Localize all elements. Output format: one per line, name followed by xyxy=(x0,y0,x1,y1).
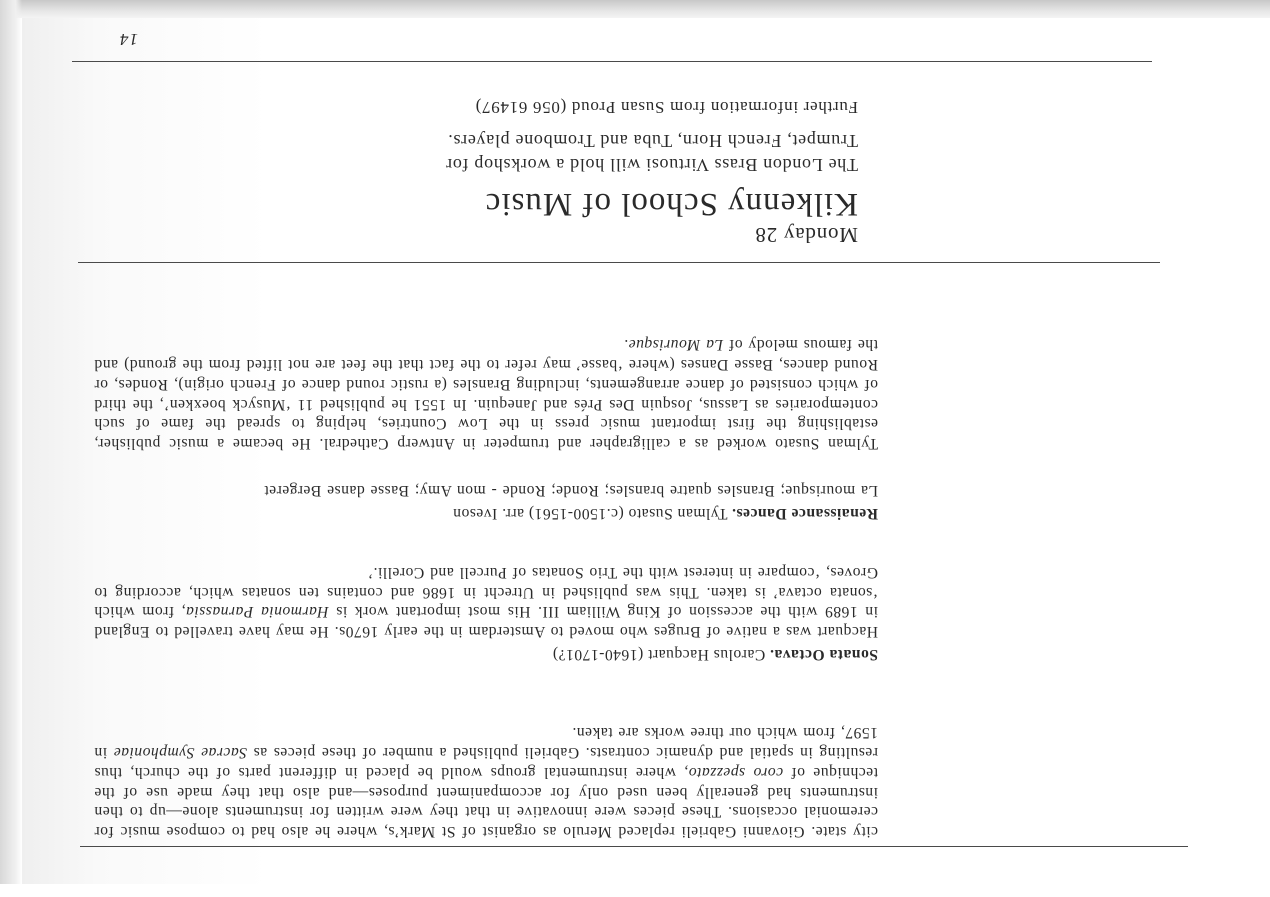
sonata-heading-line xyxy=(94,644,878,664)
gabrieli-paragraph xyxy=(94,723,878,841)
dances-title: Renaissance Dances. xyxy=(731,505,878,522)
page-number: 14 xyxy=(119,30,138,49)
susato-text-2: . xyxy=(623,336,629,354)
gabrieli-text-3: in 1597, from which our three works are taken. xyxy=(94,724,878,762)
susato-paragraph xyxy=(94,335,878,453)
event-description-line-1: The London Brass Virtuosi will hold a workshop for xyxy=(445,155,858,175)
hacquart-italic: Harmonia Parnassia xyxy=(185,603,329,621)
bottom-rule xyxy=(72,61,1152,62)
susato-italic: La Mourisque xyxy=(628,336,724,354)
sonata-title: Sonata Octava. xyxy=(769,646,878,663)
further-information: Further information from Susan Proud (056 61497) xyxy=(474,98,858,117)
gabrieli-italic-1: coro spezzato xyxy=(688,763,784,781)
gabrieli-text-1: city state. Giovanni Gabrieli replaced Merulo as organist of St Mark’s, where he also had to compose music for ceremonial occasions. These pieces were innovative in that they were written for instruments alone—up to then instruments had generally been used only for accompaniment purposes—and also that they made use of the technique of xyxy=(94,763,878,840)
dances-composer: Tylman Susato (c.1500-1561) arr. Iveson xyxy=(452,505,732,522)
top-rule xyxy=(80,846,1188,847)
dances-heading-line xyxy=(94,503,878,523)
event-date: Monday 28 xyxy=(754,223,858,247)
susato-text-1: Tylman Susato worked as a calligrapher and trumpeter in Antwerp Cathedral. He became a music publisher, establishing the first important music press in the Low Countries, helping to spread the fame of such contemporaries as Lassus, Josquin Des Prés and Janequin. In 1551 he published 11 ‘Musyck boexken’, the third of which consisted of dance arrangements, including Bransles (a rustic round dance of French origin), Rondes, or Round dances, Basse Danses (where ‘basse’ may refer to the fact that the feet are not lifted from the ground) and the famous melody of xyxy=(94,336,878,452)
gabrieli-italic-2: Sacrae Symphoniae xyxy=(113,744,247,762)
sonata-composer: Carolus Hacquart (1640-1701?) xyxy=(552,646,770,663)
event-description-line-2: Trumpet, French Horn, Tuba and Trombone players. xyxy=(447,131,858,151)
middle-rule xyxy=(78,262,1160,263)
hacquart-text-2: , from which ‘sonata octava’ is taken. This was published in Utrecht in 1686 and contains ten sonatas which, according to Groves, ‘compare in interest with the Trio Sonatas of Purcell and Corelli.’ xyxy=(94,563,878,621)
gabrieli-text-2: , where instrumental groups would be placed in different parts of the church, thus resulting in spatial and dynamic contrasts. Gabrieli published a number of these pieces as xyxy=(94,744,878,781)
dances-list: La mourisque; Bransles quatre bransles; Ronde; Ronde - mon Amy; Basse danse Bergeret xyxy=(263,482,878,499)
hacquart-paragraph xyxy=(94,562,878,641)
event-venue: Kilkenny School of Music xyxy=(484,186,858,222)
hacquart-text-1: Hacquart was a native of Bruges who moved to Amsterdam in the early 1670s. He may have travelled to England in 1689 with the accession of King William III. His most important work is xyxy=(94,603,878,640)
